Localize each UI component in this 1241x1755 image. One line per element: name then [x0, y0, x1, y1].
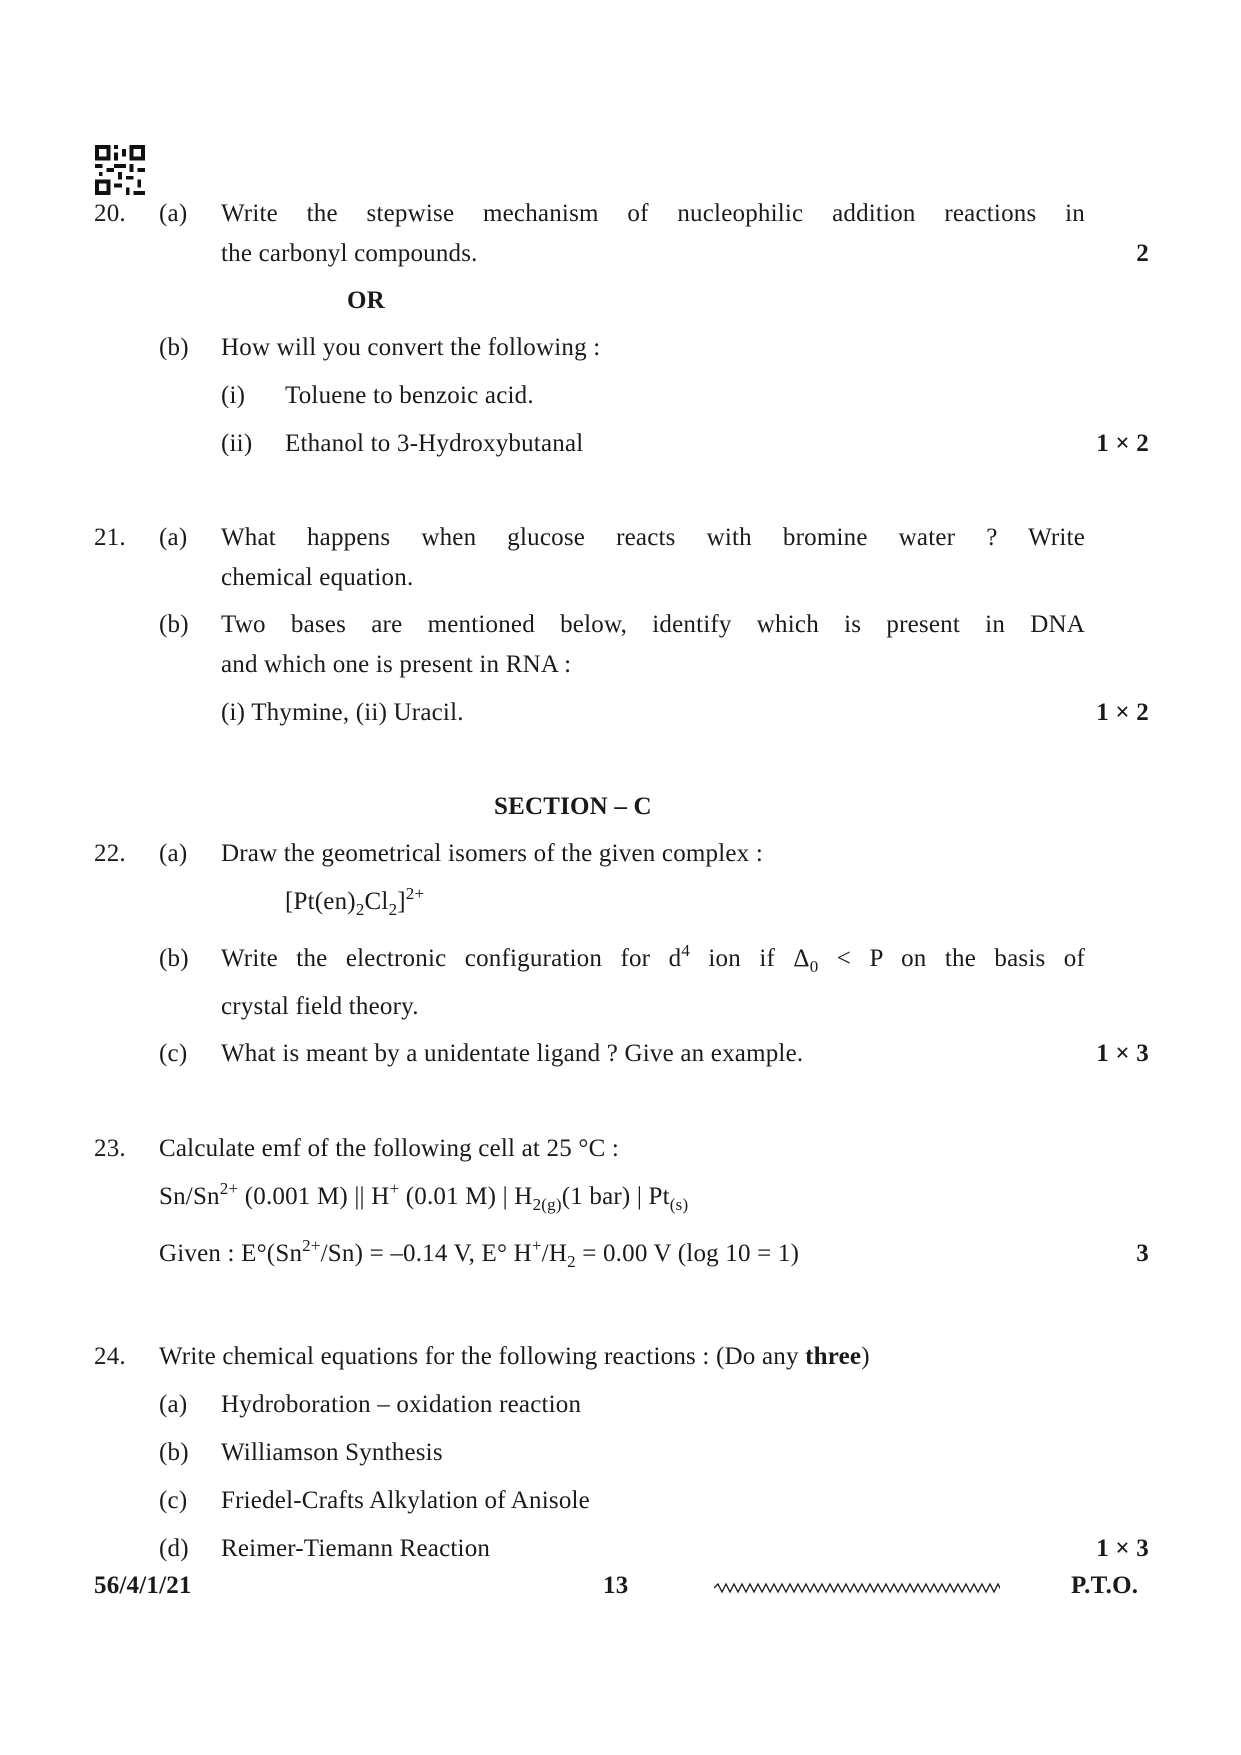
footer-paper-code: 56/4/1/21	[94, 1572, 192, 1599]
q22-complex-formula: $[Pt(en)_2Cl_2]^{2+}$	[285, 884, 425, 919]
q20-part-b-i-label: (i)	[221, 382, 246, 409]
q24-part-d-text: Reimer-Tiemann Reaction	[221, 1535, 491, 1562]
q22-marks: 1 × 3	[1096, 1040, 1149, 1067]
question-number-22: 22.	[94, 840, 126, 867]
q22-part-c-label: (c)	[159, 1040, 188, 1067]
q20-part-b-ii-label: (ii)	[221, 430, 253, 457]
q23-given-values: Given : $E^\circ(Sn^{2+}/Sn) = -0.14$ V, E° $H^+/H_2 = 0.00$ V (log 10 = 1)	[159, 1236, 800, 1271]
q20-part-a-text-line1: Write the stepwise mechanism of nucleophilic addition reactions in	[221, 200, 1085, 227]
q20-or: OR	[347, 287, 385, 314]
section-c-heading: SECTION – C	[494, 793, 652, 820]
q20-part-a-marks: 2	[1136, 240, 1149, 267]
q21-marks: 1 × 2	[1096, 699, 1149, 726]
q24-intro: Write chemical equations for the following reactions : (Do any three)	[159, 1343, 870, 1370]
q20-part-b-text: How will you convert the following :	[221, 334, 601, 361]
q21-part-a-text-line1: What happens when glucose reacts with bromine water ? Write	[221, 524, 1085, 551]
q20-part-a-text-line2: the carbonyl compounds.	[221, 240, 478, 267]
q22-part-a-text: Draw the geometrical isomers of the given complex :	[221, 840, 763, 867]
q22-part-b-text-line1: Write the electronic configuration for $d^4$ ion if $\Delta_0 < P$ on the basis of	[221, 941, 1086, 976]
q24-part-b-text: Williamson Synthesis	[221, 1439, 443, 1466]
q24-part-a-label: (a)	[159, 1391, 188, 1418]
footer-pto: P.T.O.	[1071, 1572, 1139, 1599]
q20-part-b-label: (b)	[159, 334, 189, 361]
q20-part-b-marks: 1 × 2	[1096, 430, 1149, 457]
qr-code-icon	[94, 145, 146, 195]
q23-text-line1: Calculate emf of the following cell at 25 °C :	[159, 1135, 620, 1162]
q24-part-b-label: (b)	[159, 1439, 189, 1466]
question-number-24: 24.	[94, 1343, 126, 1370]
q21-part-b-label: (b)	[159, 611, 189, 638]
q23-marks: 3	[1136, 1240, 1149, 1267]
q21-part-b-text-line1: Two bases are mentioned below, identify which is present in DNA	[221, 611, 1085, 638]
question-number-20: 20.	[94, 200, 126, 227]
q22-part-b-text-line2: crystal field theory.	[221, 993, 419, 1020]
q24-part-c-text: Friedel-Crafts Alkylation of Anisole	[221, 1487, 590, 1514]
q24-part-d-label: (d)	[159, 1535, 189, 1562]
q20-part-b-i-text: Toluene to benzoic acid.	[285, 382, 534, 409]
q21-part-a-text-line2: chemical equation.	[221, 564, 414, 591]
q24-part-c-label: (c)	[159, 1487, 188, 1514]
q22-part-c-text: What is meant by a unidentate ligand ? Give an example.	[221, 1040, 804, 1067]
q21-part-b-text-line3: (i) Thymine, (ii) Uracil.	[221, 699, 464, 726]
q21-part-a-label: (a)	[159, 524, 188, 551]
question-number-21: 21.	[94, 524, 126, 551]
q22-part-b-label: (b)	[159, 945, 189, 972]
q21-part-b-text-line2: and which one is present in RNA :	[221, 651, 572, 678]
footer-wave-decoration	[714, 1582, 1000, 1594]
q22-part-a-label: (a)	[159, 840, 188, 867]
q24-marks: 1 × 3	[1096, 1535, 1149, 1562]
q23-cell-notation: $Sn/Sn^{2+}$ (0.001 M) || H+ (0.01 M) | $H_{2(g)}(1$ bar) | $Pt_{(s)}$	[159, 1179, 689, 1214]
q20-part-b-ii-text: Ethanol to 3-Hydroxybutanal	[285, 430, 584, 457]
footer-page-number: 13	[603, 1572, 629, 1599]
question-number-23: 23.	[94, 1135, 126, 1162]
q24-part-a-text: Hydroboration – oxidation reaction	[221, 1391, 582, 1418]
q20-part-a-label: (a)	[159, 200, 188, 227]
